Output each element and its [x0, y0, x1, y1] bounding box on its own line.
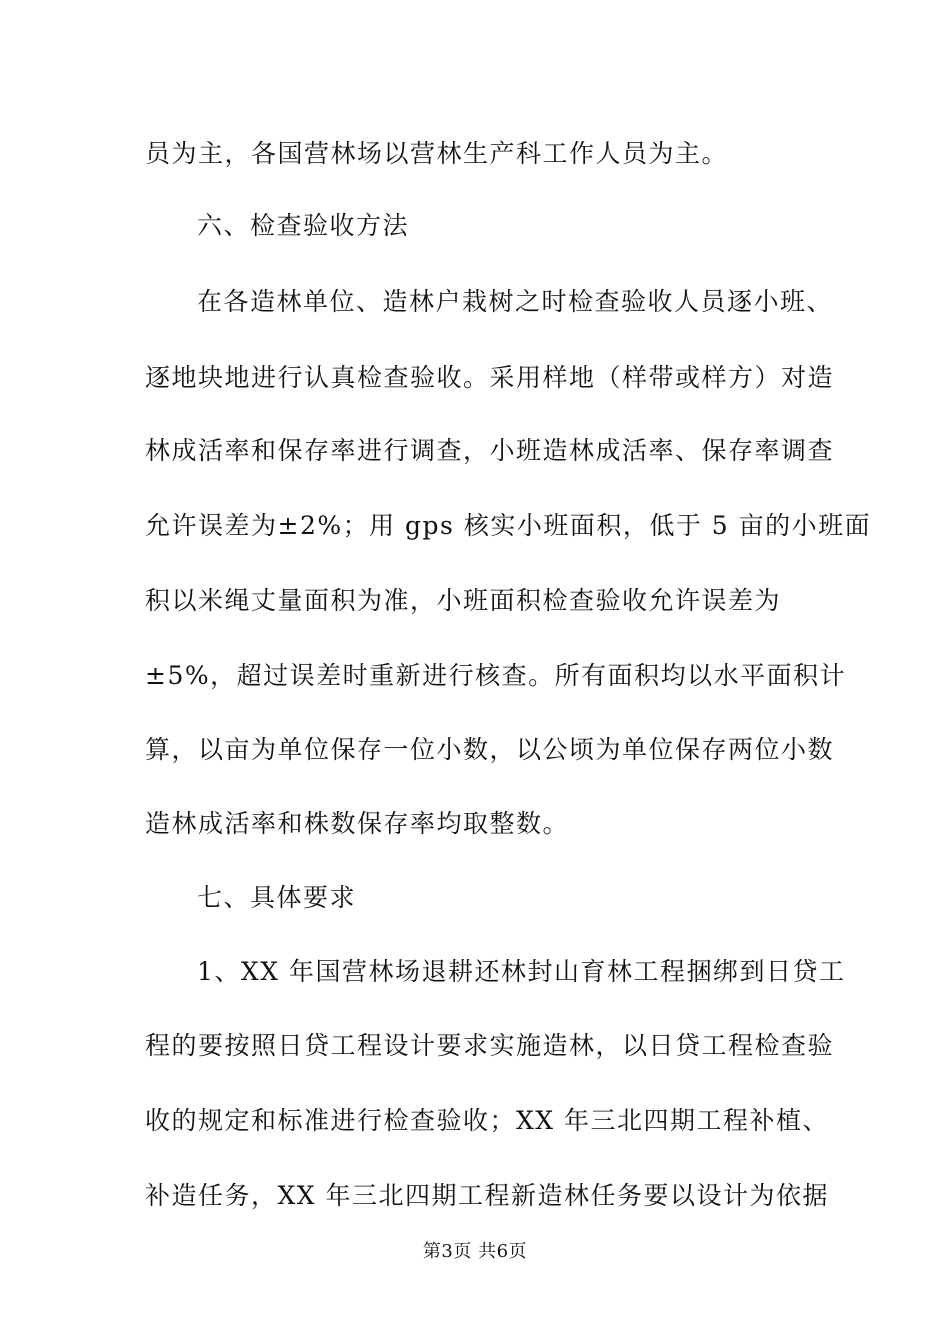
- body-text-line: 补造任务，XX 年三北四期工程新造林任务要以设计为依据: [145, 1181, 830, 1210]
- section-heading: 六、检查验收方法: [197, 211, 410, 240]
- body-text-line: 员为主，各国营林场以营林生产科工作人员为主。: [145, 139, 729, 168]
- body-text-line: 林成活率和保存率进行调查，小班造林成活率、保存率调查: [145, 436, 835, 465]
- section-heading: 七、具体要求: [197, 883, 357, 912]
- body-text-line: 程的要按照日贷工程设计要求实施造林，以日贷工程检查验: [145, 1031, 835, 1060]
- body-text-line: 造林成活率和株数保存率均取整数。: [145, 809, 570, 838]
- body-text-line: 收的规定和标准进行检查验收；XX 年三北四期工程补植、: [145, 1106, 830, 1135]
- body-text-line: 在各造林单位、造林户栽树之时检查验收人员逐小班、: [197, 287, 834, 316]
- body-text-line: 允许误差为±2%；用 gps 核实小班面积，低于 5 亩的小班面: [145, 511, 872, 540]
- body-text-line: 逐地块地进行认真检查验收。采用样地（样带或样方）对造: [145, 363, 835, 392]
- body-text-line: ±5%，超过误差时重新进行核查。所有面积均以水平面积计: [145, 661, 847, 690]
- body-text-line: 积以米绳丈量面积为准，小班面积检查验收允许误差为: [145, 586, 782, 615]
- page-number-footer: 第3页 共6页: [422, 1241, 528, 1262]
- body-text-line: 1、XX 年国营林场退耕还林封山育林工程捆绑到日贷工: [197, 957, 846, 986]
- body-text-line: 算，以亩为单位保存一位小数，以公顷为单位保存两位小数: [145, 735, 835, 764]
